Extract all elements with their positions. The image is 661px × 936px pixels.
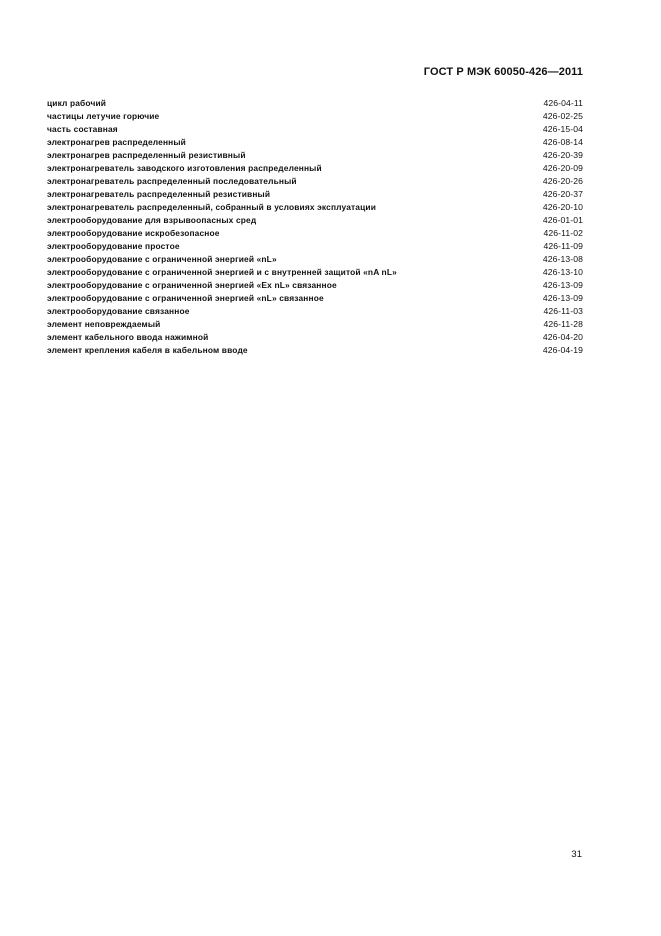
index-entry <box>47 110 583 123</box>
index-term: электрооборудование искробезопасное <box>47 228 220 238</box>
index-entry <box>47 318 583 331</box>
index-code: 426-04-11 <box>543 98 583 108</box>
index-term: электрооборудование связанное <box>47 306 190 316</box>
index-entry <box>47 201 583 214</box>
index-term: элемент крепления кабеля в кабельном вводе <box>47 345 248 355</box>
index-term: электронагреватель распределенный, собранный в условиях эксплуатации <box>47 202 376 212</box>
index-entry <box>47 214 583 227</box>
index-entry <box>47 331 583 344</box>
index-code: 426-11-28 <box>543 319 583 329</box>
index-term: электронагрев распределенный <box>47 137 186 147</box>
index-term: электронагрев распределенный резистивный <box>47 150 246 160</box>
document-code: ГОСТ Р МЭК 60050-426—2011 <box>423 66 583 78</box>
index-code: 426-04-20 <box>542 332 583 342</box>
index-entry <box>47 253 583 266</box>
index-term: электронагреватель распределенный последовательный <box>47 176 297 186</box>
index-code: 426-20-09 <box>542 163 583 173</box>
index-entry <box>47 292 583 305</box>
index-term: частицы летучие горючие <box>47 111 160 121</box>
index-entry <box>47 136 583 149</box>
index-term: электрооборудование с ограниченной энергией «Ex nL» связанное <box>47 280 337 290</box>
index-entry <box>47 97 583 110</box>
index-entry <box>47 266 583 279</box>
index-code: 426-20-10 <box>542 202 583 212</box>
index-code: 426-13-10 <box>542 267 583 277</box>
index-entry <box>47 279 583 292</box>
index-term: элемент неповреждаемый <box>47 319 161 329</box>
index-term: электрооборудование простое <box>47 241 180 251</box>
index-code: 426-11-03 <box>543 306 583 316</box>
index-term: электрооборудование с ограниченной энергией «nL» <box>47 254 277 264</box>
index-code: 426-08-14 <box>542 137 583 147</box>
index-entry <box>47 344 583 357</box>
index-entry <box>47 149 583 162</box>
index-code: 426-02-25 <box>542 111 583 121</box>
index-code: 426-13-09 <box>542 280 583 290</box>
index-term: электрооборудование для взрывоопасных сред <box>47 215 257 225</box>
index-entry <box>47 123 583 136</box>
index-term: часть составная <box>47 124 118 134</box>
index-entry <box>47 175 583 188</box>
index-code: 426-13-09 <box>542 293 583 303</box>
index-entry <box>47 162 583 175</box>
index-code: 426-13-08 <box>542 254 583 264</box>
index-code: 426-01-01 <box>542 215 583 225</box>
index-code: 426-11-09 <box>543 241 583 251</box>
index-term: цикл рабочий <box>47 98 107 108</box>
index-term: электрооборудование с ограниченной энергией «nL» связанное <box>47 293 324 303</box>
index-code: 426-20-37 <box>542 189 583 199</box>
index-code: 426-20-39 <box>542 150 583 160</box>
index-code: 426-04-19 <box>542 345 583 355</box>
index-term: электронагреватель распределенный резистивный <box>47 189 271 199</box>
index-code: 426-20-26 <box>542 176 583 186</box>
index-term: электрооборудование с ограниченной энергией и с внутренней защитой «nA nL» <box>47 267 397 277</box>
index-code: 426-11-02 <box>543 228 583 238</box>
index-entry <box>47 305 583 318</box>
index-term: элемент кабельного ввода нажимной <box>47 332 209 342</box>
index-entry <box>47 240 583 253</box>
index-entry <box>47 227 583 240</box>
index-code: 426-15-04 <box>542 124 583 134</box>
index-entry <box>47 188 583 201</box>
index-term: электронагреватель заводского изготовления распределенный <box>47 163 322 173</box>
page-number: 31 <box>571 849 582 860</box>
term-index-list <box>47 97 583 357</box>
